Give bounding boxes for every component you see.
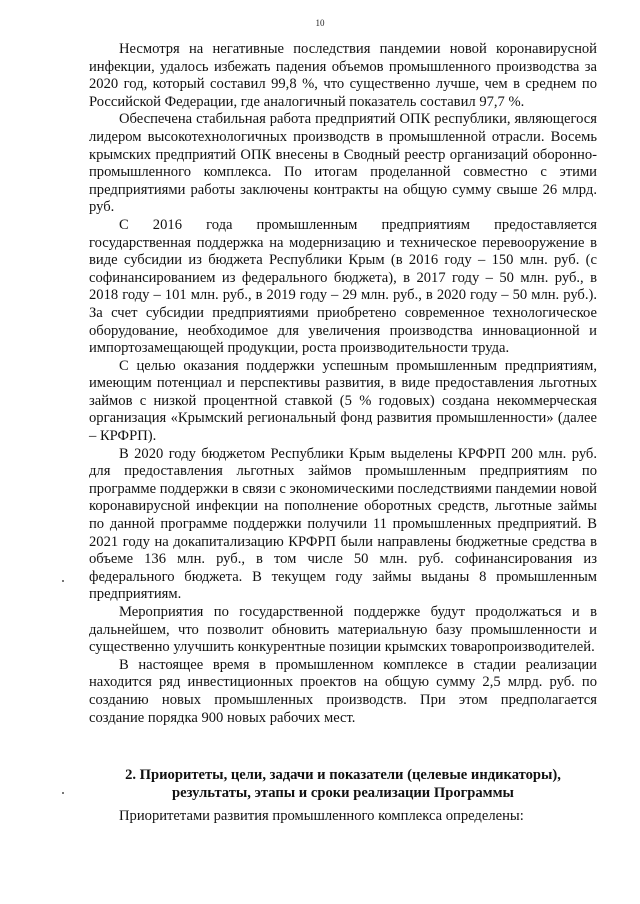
document-body [89,41,597,826]
section-heading-line-2: результаты, этапы и сроки реализации Программы [172,784,514,801]
page-number: 10 [315,18,325,28]
paragraph-development-fund: С целью оказания поддержки успешным промышленным предприятиям, имеющим потенциал и перспективы развития, в виде предоставления льготных займов с низкой процентной ставкой (5 % годовых) создана некоммерческая организация «Крымский региональный фонд развития промышленности» (далее – КРФРП). [89,357,597,445]
section-heading-line-1: 2. Приоритеты, цели, задачи и показатели (целевые индикаторы), [125,767,561,784]
section-heading [89,767,597,802]
paragraph-support-continuation: Мероприятия по государственной поддержке будут продолжаться и в дальнейшем, что позволит обновить материальную базу промышленности и существенно улучшить конкурентные позиции крымских товаропроизводителей. [89,604,597,656]
paragraph-production-volume: Несмотря на негативные последствия пандемии новой коронавирусной инфекции, удалось избежать падения объемов промышленного производства за 2020 год, который составил 99,8 %, что существенно лучше, чем в среднем по Российской Федерации, где аналогичный показатель составил 97,7 %. [89,41,597,110]
paragraph-krfrp-funding: В 2020 году бюджетом Республики Крым выделены КРФРП 200 млн. руб. для предоставления льготных займов промышленным предприятиям по программе поддержки в связи с экономическими последствиями пандемии новой коронавирусной инфекции на пополнение оборотных средств, льготные займы по данной программе поддержки получили 11 промышленных предприятий. В 2021 году на докапитализацию КРФРП были направлены бюджетные средства в объеме 136 млн. руб., в том числе 50 млн. руб. софинансирования из федерального бюджета. В текущем году займы выданы 8 промышленным предприятиям. [89,445,597,603]
margin-mark [62,580,64,582]
paragraph-state-support: С 2016 года промышленным предприятиям предоставляется государственная поддержка на модернизацию и техническое перевооружение в виде субсидии из бюджета Республики Крым (в 2016 году – 150 млн. руб. (с софинансированием из федерального бюджета), в 2017 году – 50 млн. руб., в 2018 году – 101 млн. руб., в 2019 году – 29 млн. руб., в 2020 году – 50 млн. руб.). За счет субсидии предприятиями приобретено современное технологическое оборудование, необходимое для увеличения производства инновационной и импортозамещающей продукции, роста производительности труда. [89,216,597,357]
margin-mark [62,792,64,794]
paragraph-investment-projects: В настоящее время в промышленном комплексе в стадии реализации находится ряд инвестиционных проектов на общую сумму 2,5 млрд. руб. по созданию новых промышленных производств. При этом предполагается создание порядка 900 новых рабочих мест. [89,656,597,726]
paragraph-priorities-intro: Приоритетами развития промышленного комплекса определены: [119,808,524,825]
paragraph-defense-industry: Обеспечена стабильная работа предприятий ОПК республики, являющегося лидером высокотехнологичных производств в промышленной отрасли. Восемь крымских предприятий ОПК внесены в Сводный реестр организаций оборонно-промышленного комплекса. По итогам проделанной совместно с этими предприятиями работы заключены контракты на общую сумму свыше 26 млрд. руб. [89,111,597,216]
